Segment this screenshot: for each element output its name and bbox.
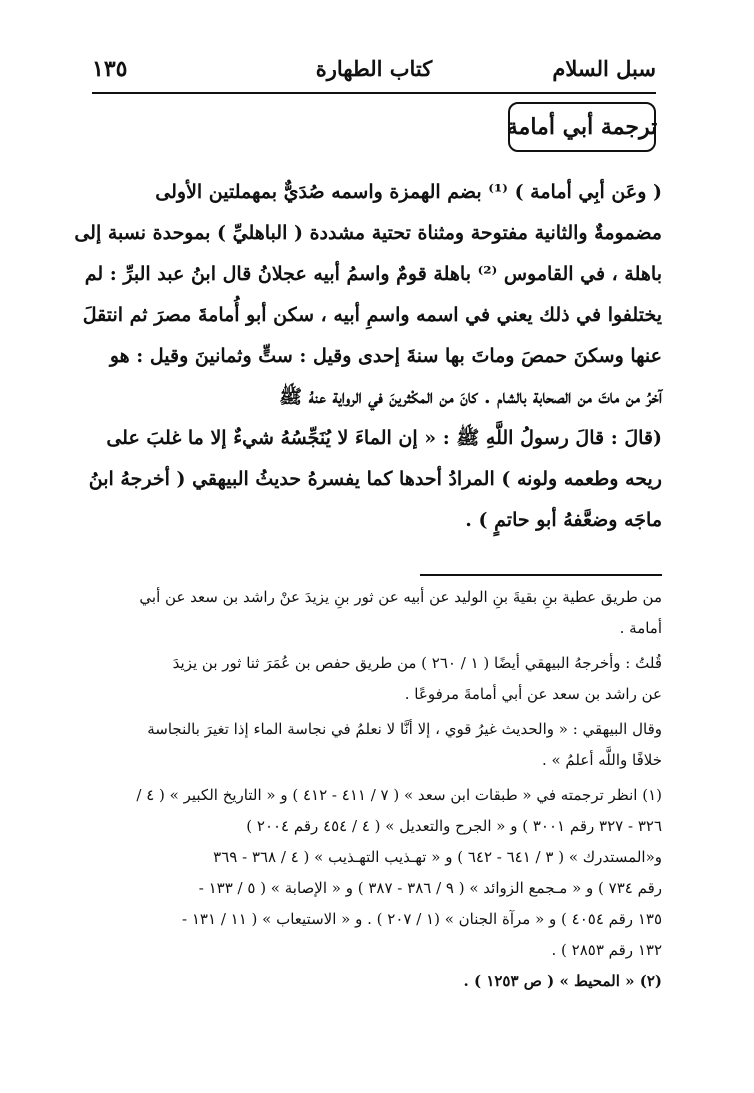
- body-line: عنها وسكنَ حمصَ وماتَ بها سنةَ إحدى وقيل : ستٍّ وثمانينَ وقيل : هو: [109, 345, 662, 367]
- running-header: [92, 52, 656, 94]
- note-line: أمامة .: [619, 619, 662, 637]
- footnote-2-line: (٢) « المحيط » ( ص ١٢٥٣ ) .: [463, 972, 662, 990]
- note-line: من طريق عطية بنِ بقيةَ بنِ الوليد عن أبيه عن ثور بنِ يزيدَ عنْ راشد بن سعد عن أبي: [139, 588, 662, 606]
- body-line: ( وعَن أبِي أمامة ) ⁽¹⁾ بضم الهمزة واسمه صُدَيٌّ بمهملتين الأولى: [155, 181, 662, 203]
- footnote-divider: [420, 574, 662, 576]
- body-line: مضمومةٌ والثانية مفتوحة ومثناة تحتية مشددة ( الباهليِّ ) بموحدة نسبة إلى: [74, 222, 662, 244]
- page-number: ١٣٥: [92, 56, 128, 82]
- footnote-1-line: (١) انظر ترجمته في « طبقات ابن سعد » ( ٧ / ٤١١ - ٤١٢ ) و « التاريخ الكبير » ( ٤ /: [136, 786, 662, 804]
- note-line: عن راشد بن سعد عن أبي أمامةَ مرفوعًا .: [404, 685, 662, 703]
- footnote-1-line: ١٣٥ رقم ٤٠٥٤ ) و « مرآة الجنان » (١ / ٢٠٧ ) . و « الاستيعاب » ( ١١ / ١٣١ -: [182, 910, 662, 928]
- note-line: خلافًا واللَّه أعلمُ » .: [541, 751, 662, 769]
- footnote-1-line: ١٣٢ رقم ٢٨٥٣ ) .: [551, 941, 662, 959]
- footnote-1-line: رقم ٧٣٤ ) و « مـجمع الزوائد » ( ٩ / ٣٨٦ - ٣٨٧ ) و « الإصابة » ( ٥ / ١٣٣ -: [198, 879, 662, 897]
- section-title-box: [508, 102, 656, 152]
- body-line: باهلة ، في القاموس ⁽²⁾ باهلة قومٌ واسمُ أبيه عجلانُ قال ابنُ عبد البرِّ : لم: [84, 263, 662, 285]
- section-title: ترجمة أبي أمامة: [506, 114, 658, 140]
- body-line: ريحه وطعمه ولونه ) المرادُ أحدها كما يفسرهُ حديثُ البيهقي ( أخرجهُ ابنُ: [88, 468, 662, 490]
- body-line: (قالَ : قالَ رسولُ اللَّهِ ﷺ : « إن الماءَ لا يُنَجِّسُهُ شيءٌ إلا ما غلبَ على: [106, 427, 662, 449]
- footnotes-section: [90, 582, 662, 997]
- body-line: يختلفوا في ذلك يعني في اسمه واسمِ أبيه ، سكن أبو أُمامةَ مصرَ ثم انتقلَ: [82, 304, 662, 326]
- body-line: آخرُ من ماتَ من الصحابة بالشام . كانَ من المكْثرينَ في الرواية عنهُ ﷺ: [279, 386, 662, 408]
- footnote-1-line: ٣٢٦ - ٣٢٧ رقم ٣٠٠١ ) و « الجرح والتعديل » ( ٤ / ٤٥٤ رقم ٢٠٠٤ ): [246, 817, 662, 835]
- footnote-1-line: و«المستدرك » ( ٣ / ٦٤١ - ٦٤٢ ) و « تهـذيب التهـذيب » ( ٤ / ٣٦٨ - ٣٦٩: [213, 848, 662, 866]
- note-line: وقال البيهقي : « والحديث غيرُ قوي ، إلا أنَّا لا نعلمُ في نجاسة الماء إذا تغيرَ بالنجاسة: [147, 720, 662, 738]
- body-line: ماجَه وضعَّفهُ أبو حاتمٍ ) .: [465, 509, 662, 531]
- note-line: قُلتُ : وأخرجهُ البيهقي أيضًا ( ١ / ٢٦٠ ) من طريق حفص بن عُمَرَ ثنا ثور بن يزيدَ: [172, 654, 662, 672]
- main-text: [74, 172, 662, 541]
- book-title: سبل السلام: [552, 56, 656, 81]
- chapter-title: كتاب الطهارة: [315, 56, 433, 81]
